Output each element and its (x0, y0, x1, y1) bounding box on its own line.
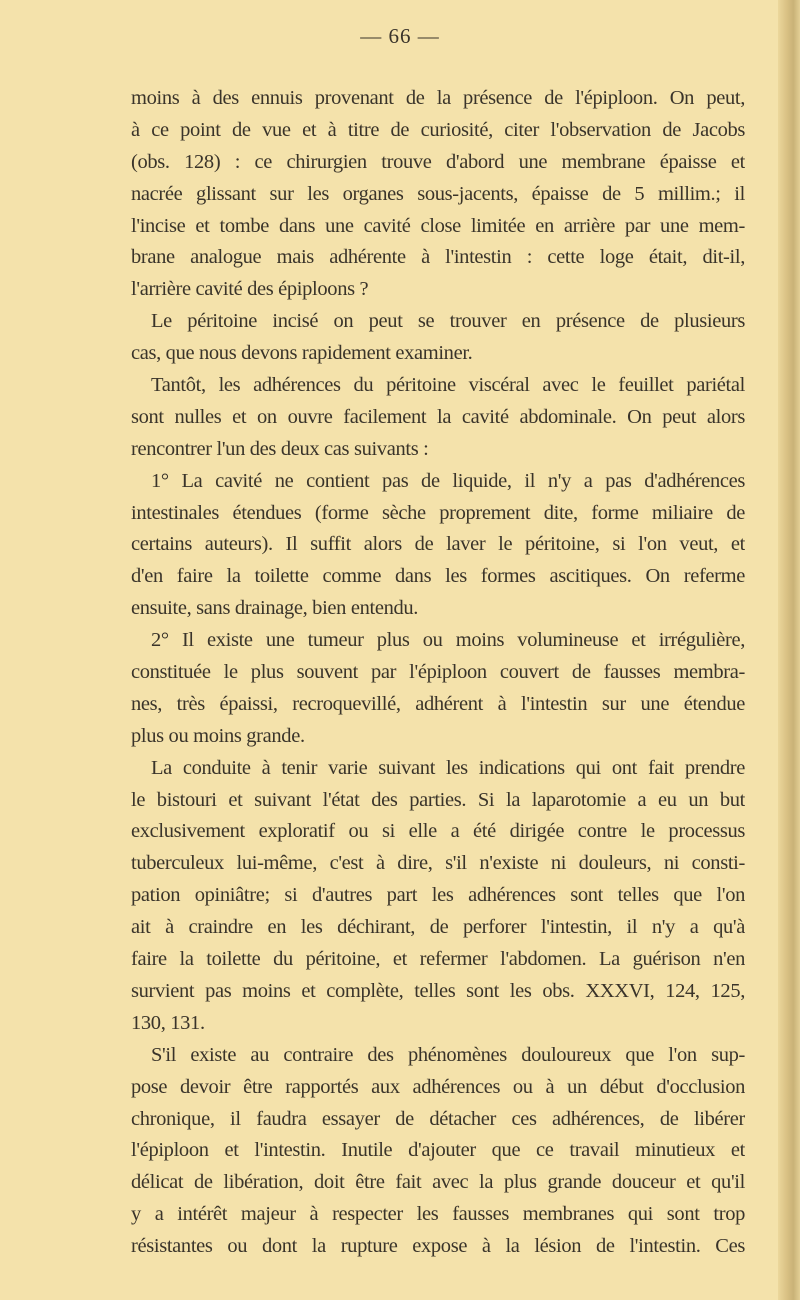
text-line: Le péritoine incisé on peut se trouver en présence de plusieurs (151, 310, 745, 333)
text-line: sont nulles et on ouvre facilement la cavité abdominale. On peut alors (131, 405, 745, 428)
text-line: brane analogue mais adhérente à l'intestin : cette loge était, dit-il, (131, 246, 745, 269)
text-line: le bistouri et suivant l'état des parties. Si la laparotomie a eu un but (131, 788, 745, 811)
text-line: cas, que nous devons rapidement examiner. (131, 342, 473, 365)
text-line: constituée le plus souvent par l'épiploon couvert de fausses membra- (131, 661, 745, 684)
text-line: nes, très épaissi, recroquevillé, adhérent à l'intestin sur une étendue (131, 692, 745, 715)
text-line: 2° Il existe une tumeur plus ou moins volumineuse et irrégulière, (151, 629, 745, 652)
text-line: Tantôt, les adhérences du péritoine viscéral avec le feuillet pariétal (151, 374, 745, 397)
text-line: l'épiploon et l'intestin. Inutile d'ajouter que ce travail minutieux et (131, 1139, 745, 1162)
text-line: l'incise et tombe dans une cavité close limitée en arrière par une mem- (131, 214, 745, 237)
text-line: (obs. 128) : ce chirurgien trouve d'abord une membrane épaisse et (131, 150, 745, 173)
text-line: survient pas moins et complète, telles sont les obs. XXXVI, 124, 125, (131, 979, 745, 1002)
page-number: — 66 — (360, 24, 440, 48)
text-line: l'arrière cavité des épiploons ? (131, 278, 369, 301)
text-line: y a intérêt majeur à respecter les fausses membranes qui sont trop (131, 1203, 745, 1226)
text-line: rencontrer l'un des deux cas suivants : (131, 437, 429, 460)
book-page-edge (778, 0, 800, 1300)
text-line: pation opiniâtre; si d'autres part les adhérences sont telles que l'on (131, 884, 745, 907)
text-line: délicat de libération, doit être fait avec la plus grande douceur et qu'il (131, 1171, 745, 1194)
text-line: chronique, il faudra essayer de détacher ces adhérences, de libérer (131, 1107, 745, 1130)
text-line: à ce point de vue et à titre de curiosité, citer l'observation de Jacobs (131, 118, 745, 141)
text-line: 1° La cavité ne contient pas de liquide, il n'y a pas d'adhérences (151, 469, 745, 492)
text-line: plus ou moins grande. (131, 724, 305, 747)
text-line: intestinales étendues (forme sèche proprement dite, forme miliaire de (131, 501, 745, 524)
text-line: ait à craindre en les déchirant, de perforer l'intestin, il n'y a qu'à (131, 916, 745, 939)
text-line: moins à des ennuis provenant de la présence de l'épiploon. On peut, (131, 87, 745, 109)
text-line: tuberculeux lui-même, c'est à dire, s'il n'existe ni douleurs, ni consti- (131, 852, 745, 875)
text-line: S'il existe au contraire des phénomènes douloureux que l'on sup- (151, 1043, 745, 1066)
text-line: d'en faire la toilette comme dans les formes ascitiques. On referme (131, 565, 745, 588)
text-line: La conduite à tenir varie suivant les indications qui ont fait prendre (151, 756, 745, 779)
text-line: certains auteurs). Il suffit alors de laver le péritoine, si l'on veut, et (131, 533, 745, 556)
text-line: résistantes ou dont la rupture expose à la lésion de l'intestin. Ces (131, 1235, 745, 1258)
text-line: ensuite, sans drainage, bien entendu. (131, 597, 419, 620)
body-text (131, 83, 745, 1263)
text-line: 130, 131. (131, 1011, 205, 1034)
text-line: nacrée glissant sur les organes sous-jacents, épaisse de 5 millim.; il (131, 182, 745, 205)
text-line: faire la toilette du péritoine, et refermer l'abdomen. La guérison n'en (131, 948, 745, 971)
text-line: exclusivement exploratif ou si elle a été dirigée contre le processus (131, 820, 745, 843)
text-line: pose devoir être rapportés aux adhérences ou à un début d'occlusion (131, 1075, 745, 1098)
